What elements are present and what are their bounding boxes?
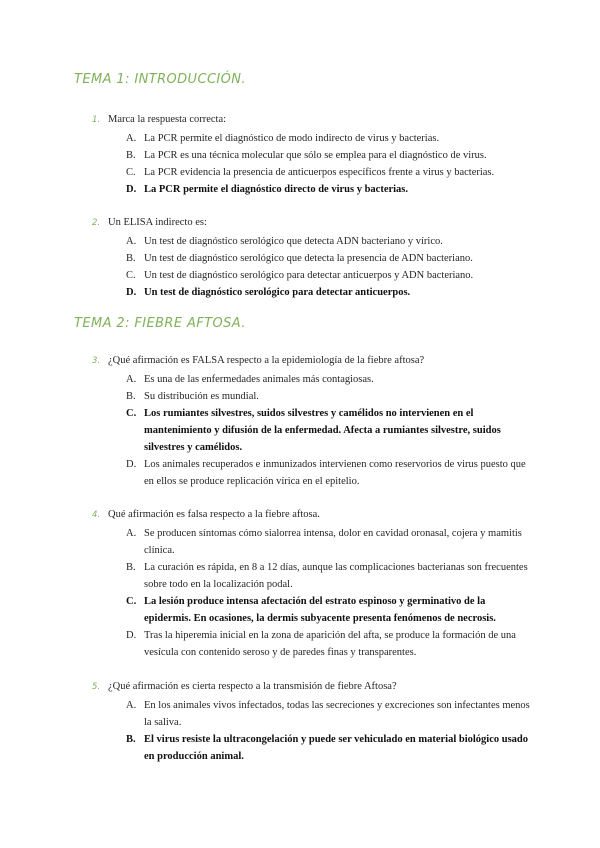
option-b-correct[interactable] (92, 731, 532, 765)
option-c-correct[interactable] (92, 593, 532, 627)
option-text: La PCR permite el diagnóstico directo de virus y bacterias. (144, 184, 409, 195)
options-list (92, 130, 532, 198)
option-text: Es una de las enfermedades animales más contagiosas. (144, 374, 374, 385)
question-text: Qué afirmación es falsa respecto a la fiebre aftosa. (108, 509, 320, 520)
option-d[interactable] (92, 627, 532, 661)
question-5 (92, 680, 532, 765)
option-c[interactable] (92, 164, 532, 181)
option-text: Un test de diagnóstico serológico para detectar anticuerpos. (144, 287, 411, 298)
option-d[interactable] (92, 456, 532, 490)
option-c[interactable] (92, 267, 532, 284)
option-letter: B. (126, 150, 136, 161)
question-text: ¿Qué afirmación es FALSA respecto a la epidemiología de la fiebre aftosa? (108, 355, 425, 366)
option-text: Un test de diagnóstico serológico que detecta ADN bacteriano y vírico. (144, 236, 443, 247)
option-text: Su distribución es mundial. (144, 391, 259, 402)
option-text: Los animales recuperados e inmunizados intervienen como reservorios de virus puesto que en ellos se produce replicación vírica en el epitelio. (144, 459, 526, 487)
question-4 (92, 508, 532, 661)
option-letter: A. (126, 374, 137, 385)
question-3 (92, 354, 532, 490)
option-a[interactable] (92, 371, 532, 388)
option-letter: C. (126, 167, 136, 178)
option-letter: C. (126, 270, 136, 281)
option-text: La PCR evidencia la presencia de anticuerpos específicos frente a virus y bacterias. (144, 167, 495, 178)
option-text: En los animales vivos infectados, todas las secreciones y excreciones son infectantes menos la saliva. (144, 700, 530, 728)
options-list (92, 697, 532, 765)
question-1 (92, 113, 532, 198)
option-text: Tras la hiperemia inicial en la zona de aparición del afta, se produce la formación de una vesícula con contenido seroso y de paredes finas y transparentes. (144, 630, 516, 658)
question-number: 3. (92, 356, 101, 366)
option-a[interactable] (92, 233, 532, 250)
question-number: 4. (92, 510, 101, 520)
option-text: Un test de diagnóstico serológico que detecta la presencia de ADN bacteriano. (144, 253, 473, 264)
option-letter: B. (126, 734, 136, 745)
option-letter: C. (126, 596, 137, 607)
question-number: 1. (92, 115, 101, 125)
option-letter: A. (126, 133, 137, 144)
option-a[interactable] (92, 130, 532, 147)
option-d-correct[interactable] (92, 181, 532, 198)
question-text: Un ELISA indirecto es: (108, 217, 207, 228)
question-text: ¿Qué afirmación es cierta respecto a la transmisión de fiebre Aftosa? (108, 681, 397, 692)
section-title: TEMA 2: FIEBRE AFTOSA. (74, 316, 246, 331)
option-b[interactable] (92, 388, 532, 405)
option-text: Un test de diagnóstico serológico para detectar anticuerpos y ADN bacteriano. (144, 270, 474, 281)
question-2 (92, 216, 532, 301)
section-title: TEMA 1: INTRODUCCIÓN. (74, 72, 246, 87)
option-letter: D. (126, 630, 137, 641)
options-list (92, 371, 532, 490)
option-b[interactable] (92, 147, 532, 164)
option-letter: C. (126, 408, 137, 419)
option-letter: A. (126, 700, 137, 711)
question-number: 2. (92, 218, 101, 228)
option-letter: B. (126, 253, 136, 264)
option-b[interactable] (92, 250, 532, 267)
option-letter: D. (126, 287, 137, 298)
option-letter: B. (126, 562, 136, 573)
option-c-correct[interactable] (92, 405, 532, 456)
option-text: El virus resiste la ultracongelación y puede ser vehiculado en material biológico usado en producción animal. (144, 734, 529, 762)
option-text: La PCR es una técnica molecular que sólo se emplea para el diagnóstico de virus. (144, 150, 487, 161)
option-text: La lesión produce intensa afectación del estrato espinoso y germinativo de la epidermis. En ocasiones, la dermis subyacente presenta fenómenos de necrosis. (144, 596, 496, 624)
option-a[interactable] (92, 525, 532, 559)
option-d-correct[interactable] (92, 284, 532, 301)
option-letter: B. (126, 391, 136, 402)
option-text: Los rumiantes silvestres, suidos silvestres y camélidos no intervienen en el mantenimiento y difusión de la enfermedad. Afecta a rumiantes silvestre, suidos silvestres y camélidos. (144, 408, 501, 453)
option-b[interactable] (92, 559, 532, 593)
question-text: Marca la respuesta correcta: (108, 114, 227, 125)
option-a[interactable] (92, 697, 532, 731)
option-text: La PCR permite el diagnóstico de modo indirecto de virus y bacterias. (144, 133, 440, 144)
option-letter: D. (126, 184, 137, 195)
option-letter: A. (126, 236, 137, 247)
options-list (92, 233, 532, 301)
option-text: La curación es rápida, en 8 a 12 días, aunque las complicaciones bacterianas son frecuentes sobre todo en la localización podal. (144, 562, 528, 590)
options-list (92, 525, 532, 661)
option-letter: D. (126, 459, 137, 470)
question-number: 5. (92, 682, 101, 692)
option-letter: A. (126, 528, 137, 539)
option-text: Se producen síntomas cómo sialorrea intensa, dolor en cavidad oronasal, cojera y mamitis clínica. (144, 528, 522, 556)
